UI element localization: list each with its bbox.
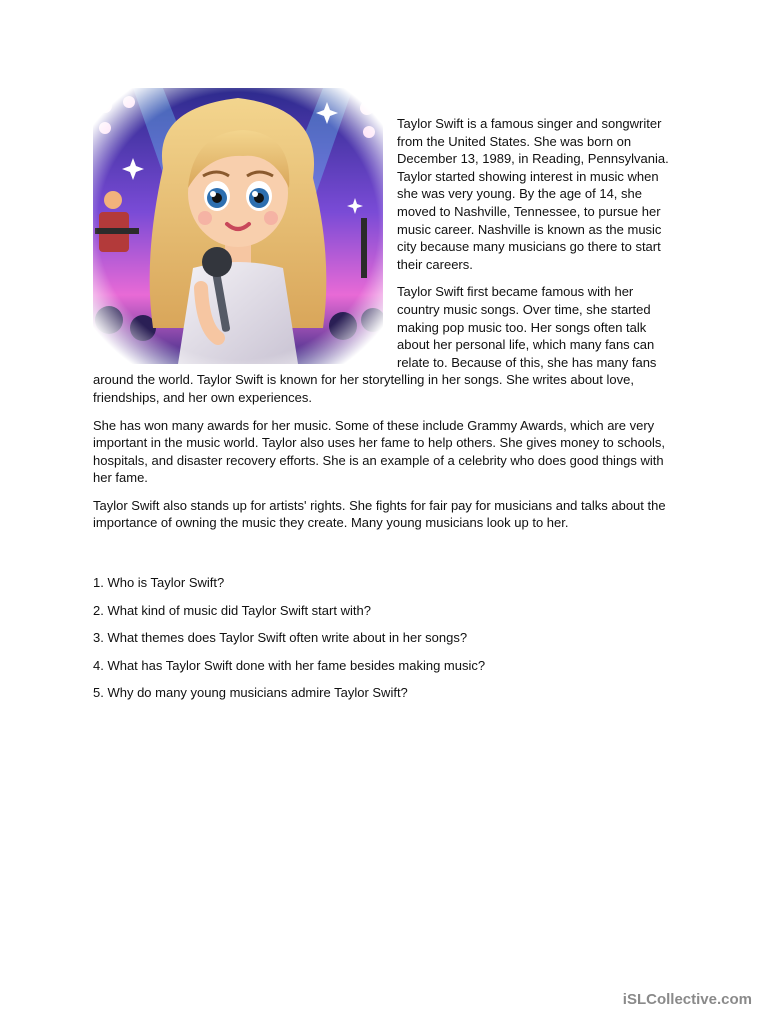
comprehension-questions xyxy=(93,574,675,702)
site-watermark: iSLCollective.com xyxy=(622,991,752,1008)
question-item: 5. Why do many young musicians admire Taylor Swift? xyxy=(93,685,408,701)
article-paragraph: Taylor Swift is a famous singer and songwriter from the United States. She was born on December 13, 1989, in Reading, Pennsylvania. Taylor started showing interest in music when she was very young. By the age of 14, she moved to Nashville, Tennessee, to pursue her music career. Nashville is known as the music city because many musicians go there to start their careers. xyxy=(397,116,669,272)
article-paragraph: Taylor Swift also stands up for artists' rights. She fights for fair pay for musicians and talks about the importance of owning the music they create. Many young musicians look up to her. xyxy=(93,497,666,531)
article-paragraph: She has won many awards for her music. Some of these include Grammy Awards, which are very important in the music world. Taylor also uses her fame to help others. She gives money to schools, hospitals, and disaster recovery efforts. She is an example of a celebrity who does good things with her fame. xyxy=(93,417,666,486)
question-item: 2. What kind of music did Taylor Swift start with? xyxy=(93,602,371,618)
question-item: 1. Who is Taylor Swift? xyxy=(93,575,225,591)
question-item: 4. What has Taylor Swift done with her fame besides making music? xyxy=(93,657,486,673)
question-item: 3. What themes does Taylor Swift often write about in her songs? xyxy=(93,630,468,646)
article-paragraph: Taylor Swift first became famous with her country music songs. Over time, she started making pop music too. Her songs often talk about her personal life, which many fans can relate to. Because of this, she has many fans around the world. Taylor Swift is known for her storytelling in her songs. She writes about love, friendships, and her own experiences. xyxy=(93,284,657,405)
singer-illustration xyxy=(93,88,383,364)
worksheet xyxy=(93,88,675,712)
